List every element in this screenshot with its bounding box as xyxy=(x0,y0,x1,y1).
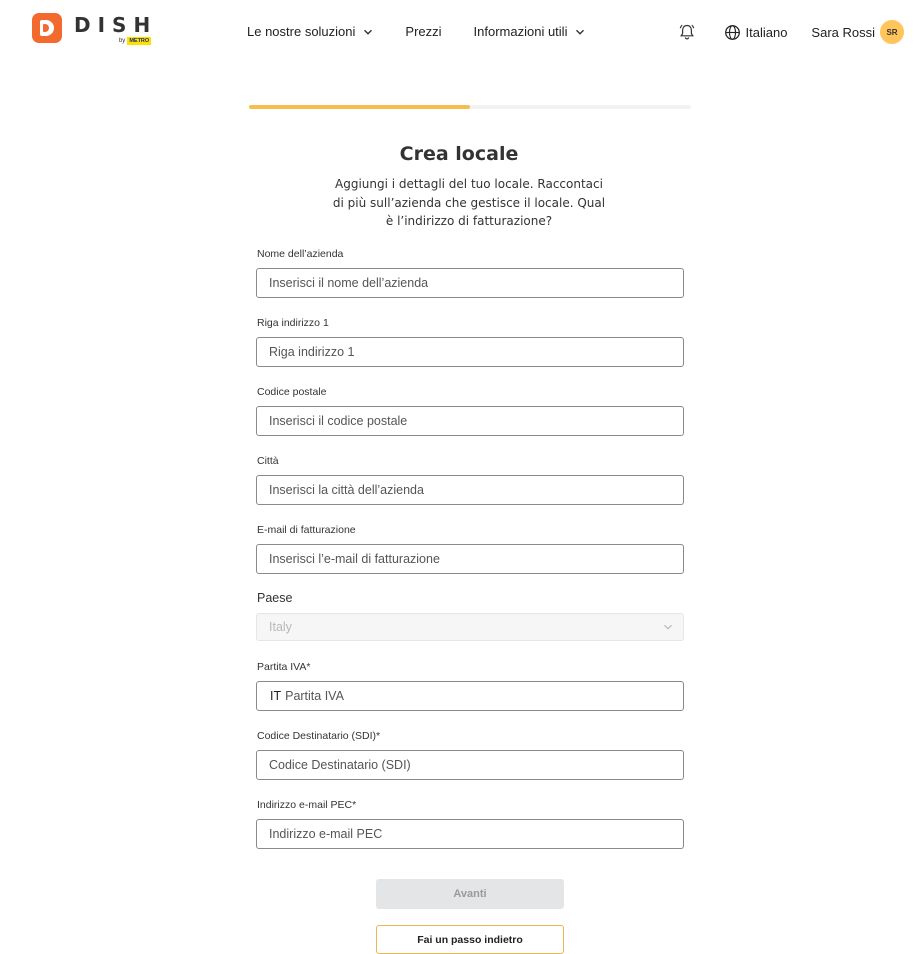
vat-country-prefix: IT xyxy=(270,689,282,703)
dish-logo-icon xyxy=(32,13,62,43)
nav-pricing[interactable]: Prezzi xyxy=(405,24,442,39)
main-nav xyxy=(247,24,617,39)
header-actions xyxy=(678,20,905,44)
chevron-down-icon xyxy=(575,27,585,37)
vat-field xyxy=(256,681,684,711)
back-button[interactable]: Fai un passo indietro xyxy=(376,925,564,954)
vat-input[interactable] xyxy=(285,689,683,703)
city-input[interactable] xyxy=(256,475,684,505)
country-selected-value: Italy xyxy=(269,620,292,634)
chevron-down-icon xyxy=(663,622,673,632)
chevron-down-icon xyxy=(363,27,373,37)
bell-icon[interactable] xyxy=(678,23,696,41)
sdi-input[interactable] xyxy=(256,750,684,780)
vat-label: Partita IVA* xyxy=(257,661,311,673)
pec-email-label: Indirizzo e-mail PEC* xyxy=(257,799,357,811)
avatar: SR xyxy=(880,20,904,44)
country-select[interactable] xyxy=(256,613,684,641)
postal-code-input[interactable] xyxy=(256,406,684,436)
page-title: Crea locale xyxy=(399,143,519,165)
page-subtitle: Aggiungi i dettagli del tuo locale. Raccontaci di più sull’azienda che gestisce il locale. Qual è l’indirizzo di fatturazione? xyxy=(332,177,606,228)
user-menu[interactable] xyxy=(811,20,904,44)
user-name: Sara Rossi xyxy=(811,24,875,40)
globe-icon xyxy=(724,24,741,41)
next-button[interactable]: Avanti xyxy=(376,879,564,909)
language-selector[interactable]: Italiano xyxy=(724,24,788,41)
step-progress-bar xyxy=(249,105,691,109)
nav-solutions[interactable]: Le nostre soluzioni xyxy=(247,24,373,39)
logo-wordmark: DISH xyxy=(74,13,158,37)
city-label: Città xyxy=(257,455,279,467)
address-line1-input[interactable] xyxy=(256,337,684,367)
nav-useful-info[interactable]: Informazioni utili xyxy=(474,24,586,39)
step-progress-fill xyxy=(249,105,470,109)
pec-email-input[interactable] xyxy=(256,819,684,849)
company-name-label: Nome dell’azienda xyxy=(257,248,344,260)
billing-email-input[interactable] xyxy=(256,544,684,574)
top-header xyxy=(0,0,918,64)
logo-byline: by METRO xyxy=(118,38,150,44)
company-name-input[interactable] xyxy=(256,268,684,298)
address-line1-label: Riga indirizzo 1 xyxy=(257,317,329,329)
country-label: Paese xyxy=(257,591,293,605)
postal-code-label: Codice postale xyxy=(257,386,327,398)
billing-email-label: E-mail di fatturazione xyxy=(257,524,356,536)
metro-badge: METRO xyxy=(129,38,150,44)
sdi-label: Codice Destinatario (SDI)* xyxy=(257,730,381,742)
dish-logo[interactable] xyxy=(32,13,157,45)
